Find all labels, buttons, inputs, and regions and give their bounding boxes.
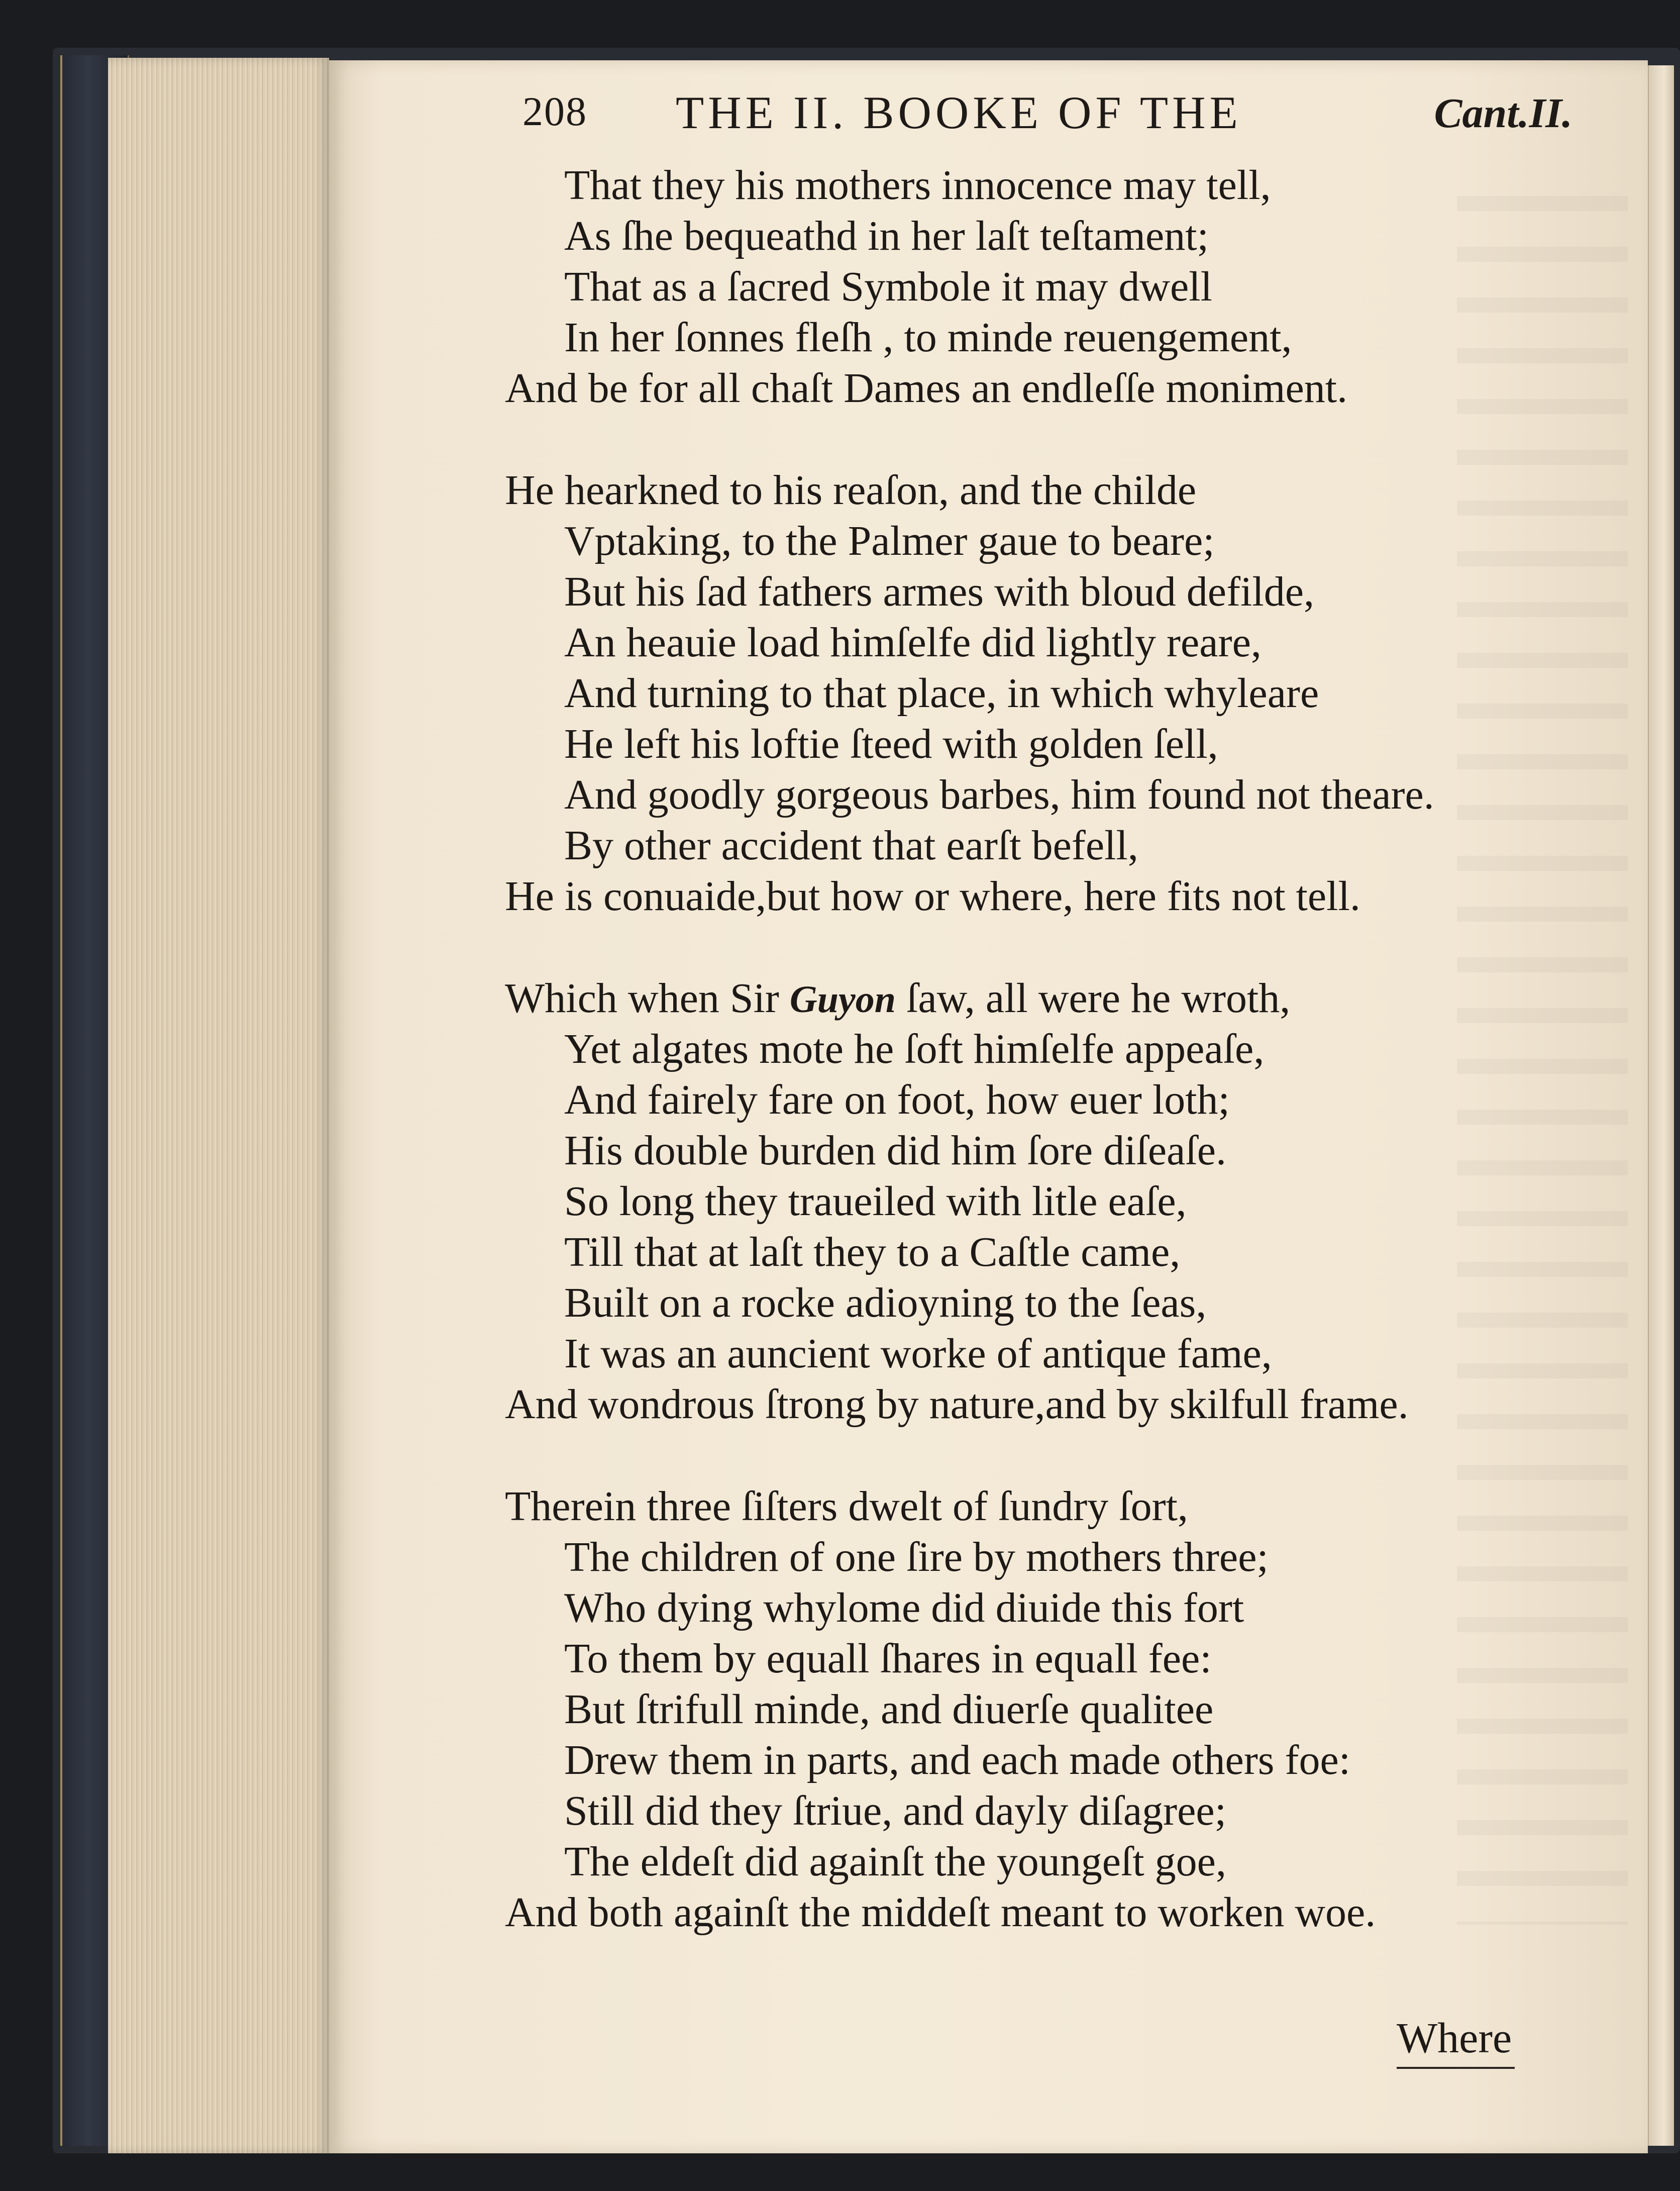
verse-line: That as a ſacred Symbole it may dwell	[564, 263, 1212, 310]
stanza-3	[505, 973, 1590, 1430]
verse-line: Built on a rocke adioyning to the ſeas,	[564, 1279, 1207, 1326]
verse-line: Who dying whylome did diuide this fort	[564, 1584, 1244, 1631]
verse-line: Still did they ſtriue, and dayly diſagree;	[564, 1787, 1227, 1834]
canto-label: Cant.II.	[1434, 90, 1572, 137]
verse-text: ſaw, all were he wroth,	[896, 975, 1291, 1022]
verse-line: That they his mothers innocence may tell,	[564, 162, 1271, 209]
verse-line: And fairely fare on foot, how euer loth;	[564, 1076, 1230, 1123]
verse-line: And turning to that place, in which whyleare	[564, 670, 1319, 717]
verse-line: And wondrous ſtrong by nature,and by skilfull frame.	[505, 1381, 1409, 1428]
page-fore-edge	[108, 58, 329, 2153]
poem-text	[505, 160, 1590, 1989]
page-number: 208	[522, 88, 587, 134]
verse-line	[505, 973, 1590, 1024]
verse-line: Therein three ſiſters dwelt of ſundry ſort,	[505, 1483, 1188, 1530]
verse-line: He is conuaide,but how or where, here fits not tell.	[505, 873, 1360, 920]
verse-line: He hearkned to his reaſon, and the childe	[505, 467, 1197, 514]
stanza-1	[505, 160, 1590, 414]
verse-line: But his ſad fathers armes with bloud defilde,	[564, 568, 1315, 615]
verse-line: To them by equall ſhares in equall fee:	[564, 1635, 1212, 1682]
verse-line: And be for all chaſt Dames an endleſſe moniment.	[505, 365, 1348, 412]
catchword: Where	[1397, 2013, 1515, 2069]
verse-line: His double burden did him ſore diſeaſe.	[564, 1127, 1227, 1174]
verse-line: By other accident that earſt befell,	[564, 822, 1138, 869]
stanza-4	[505, 1481, 1590, 1938]
verse-line: It was an auncient worke of antique fame,	[564, 1330, 1272, 1377]
verse-line: In her ſonnes fleſh , to minde reuengement,	[564, 314, 1292, 361]
verse-line: He left his loftie ſteed with golden ſell,	[564, 721, 1218, 767]
verse-line: The children of one ſire by mothers three;	[564, 1534, 1269, 1580]
verse-line: Vptaking, to the Palmer gaue to beare;	[564, 518, 1215, 564]
running-title: THE II. BOOKE OF THE	[676, 87, 1242, 138]
page-gutter	[1648, 65, 1674, 2146]
verse-line: But ſtrifull minde, and diuerſe qualitee	[564, 1686, 1214, 1733]
verse-line: Drew them in parts, and each made others foe:	[564, 1737, 1351, 1783]
character-name: Guyon	[789, 978, 896, 1021]
verse-line: And goodly gorgeous barbes, him found not theare.	[564, 771, 1434, 818]
verse-line: The eldeſt did againſt the youngeſt goe,	[564, 1838, 1226, 1885]
verse-line: Till that at laſt they to a Caſtle came,	[564, 1229, 1181, 1275]
verse-line: And both againſt the middeſt meant to worken woe.	[505, 1889, 1376, 1936]
verse-text: Which when Sir	[505, 975, 790, 1022]
verse-line: Yet algates mote he ſoft himſelfe appeaſe,	[564, 1026, 1265, 1072]
verse-line: As ſhe bequeathd in her laſt teſtament;	[564, 213, 1209, 259]
verse-line: An heauie load himſelfe did lightly reare,	[564, 619, 1262, 666]
running-header	[522, 88, 1572, 143]
verse-line: So long they traueiled with litle eaſe,	[564, 1178, 1187, 1225]
stanza-2	[505, 465, 1590, 922]
